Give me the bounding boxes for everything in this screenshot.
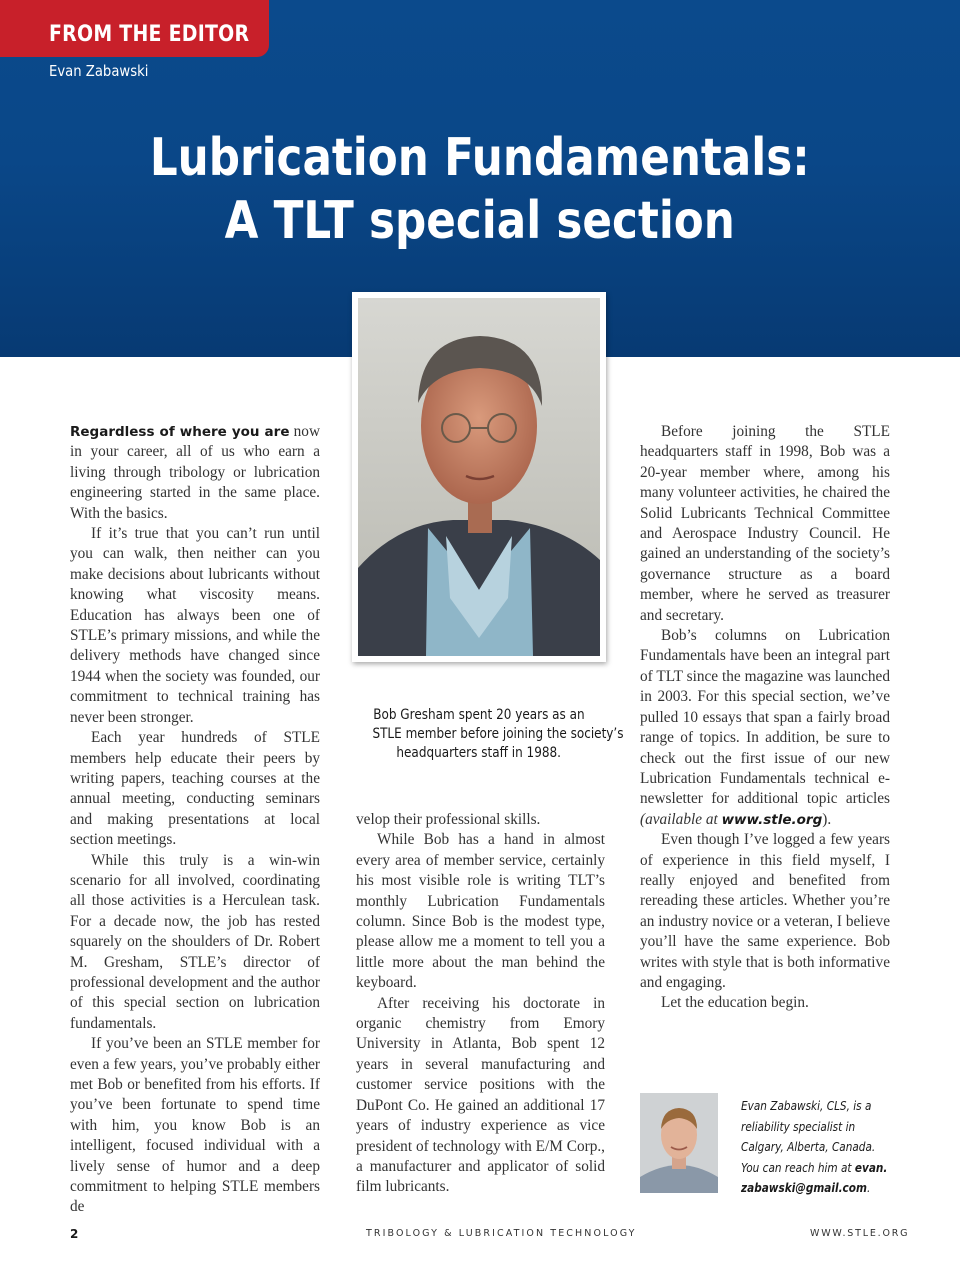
article-paragraph: velop their professional skills. <box>356 811 541 828</box>
article-paragraph: Each year hundreds of STLE members help educate their peers by writing papers, teaching courses at the annual meeting, conducting seminars and making presentations at local section meetings. <box>70 729 320 849</box>
bio-line: reliability specialist in <box>741 1118 856 1134</box>
gresham-photo <box>352 292 606 662</box>
gresham-portrait-image <box>358 298 600 656</box>
article-paragraph: While Bob has a hand in almost every area of member service, certainly his most visible role is writing TLT’s monthly Lubrication Fundamentals column. Since Bob is the modest type, please allow me a moment to tell you a little more about the man behind the keyboard. <box>356 831 605 992</box>
photo-caption-line: STLE member before joining the society’s <box>372 726 624 742</box>
article-paragraph: While this truly is a win-win scenario for all involved, coordinating all those activities is a Herculean task. For a decade now, the job has rested squarely on the shoulders of Dr. Robert M. Gresham, STLE’s director of professional development and the author of this special section on lubrication fundamentals. <box>70 851 320 1032</box>
article-title-line1: Lubrication Fundamentals: <box>150 128 810 188</box>
lead-in: Regardless of where you are <box>70 424 290 440</box>
bio-line: zabawski@gmail.com. <box>741 1180 871 1195</box>
bio-line: Calgary, Alberta, Canada. <box>741 1139 876 1154</box>
author-headshot <box>640 1093 718 1193</box>
footer-website: WWW.STLE.ORG <box>810 1228 910 1239</box>
article-column-2 <box>356 810 605 1198</box>
bio-line: Evan Zabawski, CLS, is a <box>741 1098 872 1113</box>
author-byline: Evan Zabawski <box>49 62 149 80</box>
author-bio <box>741 1096 901 1199</box>
page-number: 2 <box>70 1227 79 1241</box>
article-paragraph: After receiving his doctorate in organic chemistry from Emory University in Atlanta, Bob spent 12 years in several manufacturing and customer service positions with the DuPont Co. He gained an additional 17 years of industry experience as vice president of technology with E/M Corp., a manufacturer and applicator of solid film lubricants. <box>356 994 605 1196</box>
section-label: FROM THE EDITOR <box>49 22 250 47</box>
stle-website-link[interactable]: www.stle.org <box>721 811 823 828</box>
article-paragraph: Before joining the STLE headquarters staff in 1998, Bob was a 20-year member where, among his many volunteer activities, he chaired the Solid Lubricants Technical Committee and Aerospace Industry Council. He gained an understanding of the society’s governance structure as a board member, where he served as treasurer and secretary. <box>640 423 890 624</box>
article-paragraph: Regardless of where you are now in your career, all of us who earn a living through tribology or lubrication engineering started in the same place. With the basics. <box>70 423 320 522</box>
article-paragraph: Let the education begin. <box>661 994 809 1012</box>
article-title-line2: A TLT special section <box>224 191 736 251</box>
author-email-part1[interactable]: evan. <box>854 1159 888 1175</box>
author-email-part2[interactable]: zabawski@gmail.com <box>741 1180 867 1195</box>
photo-caption <box>352 706 624 763</box>
article-paragraph: Even though I’ve logged a few years of experience in this field myself, I really enjoyed and benefited from rereading these articles. Whether you’re an industry novice or a veteran, I believe you’ll have the same experience. Bob writes with style that is both informative and engaging. <box>640 831 890 991</box>
photo-caption-line: Bob Gresham spent 20 years as an <box>373 707 585 723</box>
article-paragraph: If it’s true that you can’t run until you can walk, then neither can you make decisions about lubricants without knowing what viscosity means. Education has always been one of STLE’s primary missions, and while the delivery methods have changed since 1944 when the society was founded, our commitment to technical training has never been stronger. <box>70 525 320 726</box>
photo-caption-line: headquarters staff in 1988. <box>396 745 562 761</box>
article-paragraph: If you’ve been an STLE member for even a few years, you’ve probably either met Bob or benefited from his efforts. If you’ve been fortunate to spend time with him, you know Bob is an intelligent, focused individual with a lively sense of humor and a deep commitment to helping STLE members de <box>70 1035 320 1216</box>
article-column-1 <box>70 422 320 1218</box>
publication-name: TRIBOLOGY & LUBRICATION TECHNOLOGY <box>366 1228 637 1239</box>
bio-line: You can reach him at evan. <box>741 1159 888 1175</box>
article-paragraph: Bob’s columns on Lubrication Fundamentals have been an integral part of TLT since the magazine was launched in 2003. For this special section, we’ve pulled 10 essays that span a fairly broad range of topics. In addition, be sure to check out the first issue of our new Lubrication Fundamentals technical e-newsletter for additional topic articles (available at www.stle.org). <box>640 627 890 828</box>
article-column-3 <box>640 422 890 1014</box>
